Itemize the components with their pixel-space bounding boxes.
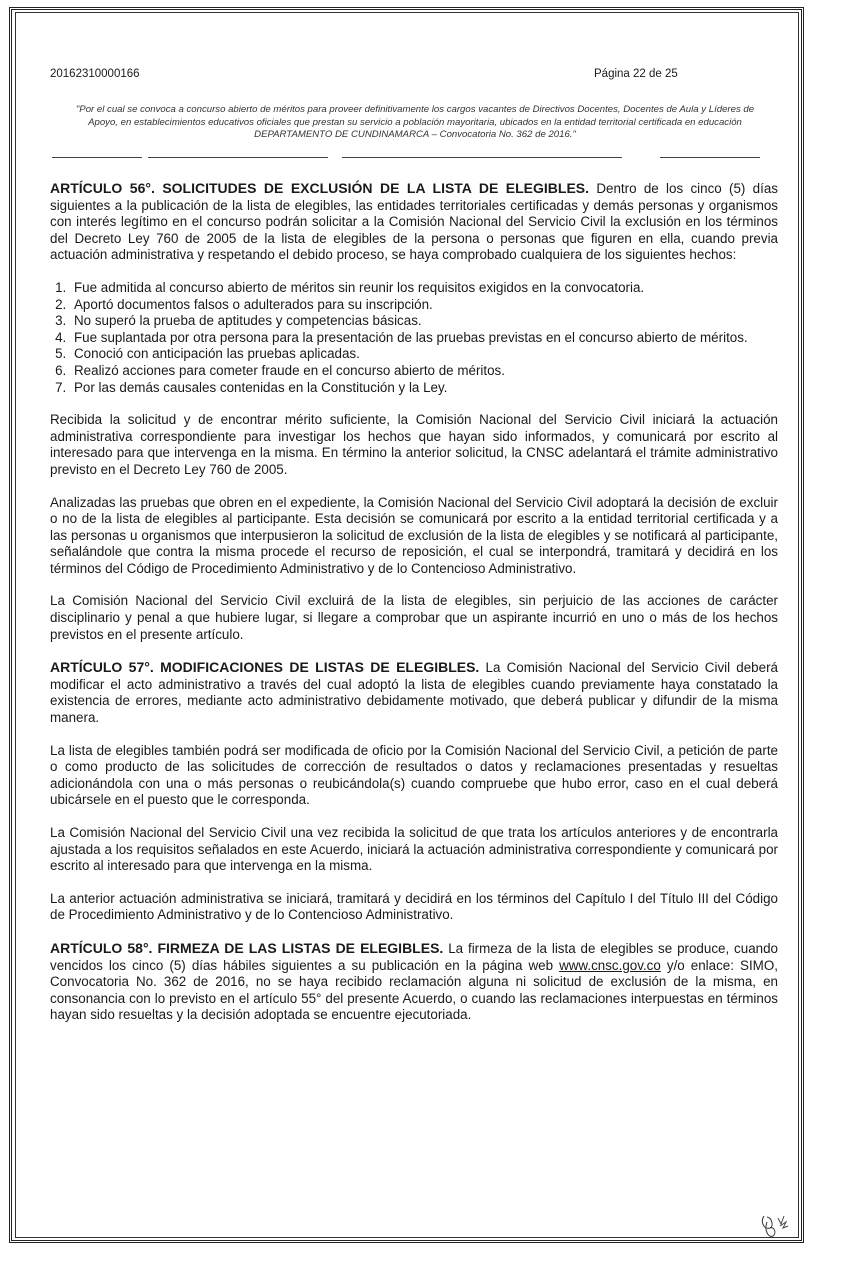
- paragraph: Analizadas las pruebas que obren en el expediente, la Comisión Nacional del Servicio Civil adoptará la decisión de excluir o no de la lista de elegibles al participante. Esta decisión se comunicará por escrito a la entidad territorial certificada y a las personas u organismos que interpusieron la solicitud de exclusión de la lista de elegibles y se notificará al participante, señalándole que contra la misma procede el recurso de reposición, el cual se interpondrá, tramitará y decidirá en los términos del Código de Procedimiento Administrativo y de lo Contencioso Administrativo.: [50, 494, 778, 576]
- paragraph: La Comisión Nacional del Servicio Civil una vez recibida la solicitud de que trata los artículos anteriores y de encontrarla ajustada a los requisitos señalados en este Acuerdo, iniciará la actuación administrativa correspondiente y comunicará por escrito al interesado para que intervenga en la misma.: [50, 825, 778, 874]
- list-item: 1. Fue admitida al concurso abierto de méritos sin reunir los requisitos exigidos en la convocatoria.: [70, 280, 778, 297]
- list-item: 2. Aportó documentos falsos o adulterados para su inscripción.: [70, 297, 778, 314]
- divider: [52, 157, 142, 158]
- article-58-intro: La firmeza de la lista de elegibles se produce, cuando vencidos los cinco (5) días hábiles siguientes a su publicación en la página web: [50, 940, 778, 973]
- cnsc-website-link[interactable]: www.cnsc.gov.co: [559, 957, 661, 973]
- divider: [660, 157, 760, 158]
- list-item: 4. Fue suplantada por otra persona para la presentación de las pruebas previstas en el concurso abierto de méritos.: [70, 330, 778, 347]
- article-56-title: ARTÍCULO 56°. SOLICITUDES DE EXCLUSIÓN DE LA LISTA DE ELEGIBLES.: [50, 180, 590, 196]
- paragraph: La anterior actuación administrativa se iniciará, tramitará y decidirá en los términos del Capítulo I del Título III del Código de Procedimiento Administrativo y de lo Contencioso Administrativo.: [50, 890, 778, 923]
- initials-signature: [758, 1208, 792, 1242]
- article-58: [50, 940, 778, 1024]
- paragraph: La Comisión Nacional del Servicio Civil excluirá de la lista de elegibles, sin perjuicio de las acciones de carácter disciplinario y penal a que hubiere lugar, si llegare a comprobar que un aspirante incurrió en uno o más de los hechos previstos en el presente artículo.: [50, 593, 778, 642]
- article-57-intro: La Comisión Nacional del Servicio Civil deberá modificar el acto administrativo a través del cual adoptó la lista de elegibles cuando previamente haya constatado la existencia de errores, mediante acto administrativo debidamente motivado, que deberá publicar y difundir de la misma manera.: [50, 660, 778, 726]
- list-item: 5. Conoció con anticipación las pruebas aplicadas.: [70, 346, 778, 363]
- list-item: 3. No superó la prueba de aptitudes y competencias básicas.: [70, 313, 778, 330]
- divider: [148, 157, 328, 158]
- article-58-intro-cont: y/o enlace: SIMO, Convocatoria No. 362 de 2016, no se haya recibido reclamación alguna ni solicitud de exclusión de la misma, en consonancia con lo previsto en el artículo 55° del presente Acuerdo, o cuando las reclamaciones interpuestas en términos hayan sido resueltas y la decisión adoptada se encuentre ejecutoriada.: [50, 957, 778, 1023]
- list-item: 7. Por las demás causales contenidas en la Constitución y la Ley.: [70, 380, 778, 397]
- paragraph: La lista de elegibles también podrá ser modificada de oficio por la Comisión Nacional del Servicio Civil, a petición de parte o como producto de las solicitudes de corrección de resultados o datos y reclamaciones presentadas y resueltas adicionándola con una o más personas o reubicándola(s) cuando compruebe que hubo error, caso en el cual deberá ubicársele en el puesto que le corresponda.: [50, 742, 778, 808]
- article-56: [50, 180, 778, 264]
- article-57: [50, 659, 778, 726]
- paragraph: Recibida la solicitud y de encontrar mérito suficiente, la Comisión Nacional del Servicio Civil iniciará la actuación administrativa correspondiente para investigar los hechos que hayan sido informados, y comunicará por escrito al interesado para que intervenga en la misma. En término la anterior solicitud, la CNSC adelantará el trámite administrativo previsto en el Decreto Ley 760 de 2005.: [50, 412, 778, 477]
- document-body: [50, 180, 778, 1040]
- exclusion-causes-list: [50, 280, 778, 396]
- list-item: 6. Realizó acciones para cometer fraude en el concurso abierto de méritos.: [70, 363, 778, 380]
- header-quote: "Por el cual se convoca a concurso abierto de méritos para proveer definitivamente los cargos vacantes de Directivos Docentes, Docentes de Aula y Líderes de Apoyo, en establecimientos educativos oficiales que prestan su servicio a población mayoritaria, ubicados en la entidad territorial certificada en educación DEPARTAMENTO DE CUNDINAMARCA – Convocatoria No. 362 de 2016.": [75, 104, 755, 140]
- article-57-title: ARTÍCULO 57°. MODIFICACIONES DE LISTAS DE ELEGIBLES.: [50, 659, 480, 676]
- page-number: Página 22 de 25: [594, 68, 678, 80]
- divider: [342, 157, 622, 158]
- radicado-number: 20162310000166: [50, 68, 140, 80]
- article-56-intro: Dentro de los cinco (5) días siguientes a la publicación de la lista de elegibles, las entidades territoriales certificadas y demás personas y organismos con interés legítimo en el concurso podrán solicitar a la Comisión Nacional del Servicio Civil la exclusión en los términos del Decreto Ley 760 de 2005 de la lista de elegibles de la persona o personas que figuren en ella, cuando previa actuación administrativa y respetando el debido proceso, se haya comprobado cualquiera de los siguientes hechos:: [50, 181, 778, 263]
- article-58-title: ARTÍCULO 58°. FIRMEZA DE LAS LISTAS DE ELEGIBLES.: [50, 939, 444, 956]
